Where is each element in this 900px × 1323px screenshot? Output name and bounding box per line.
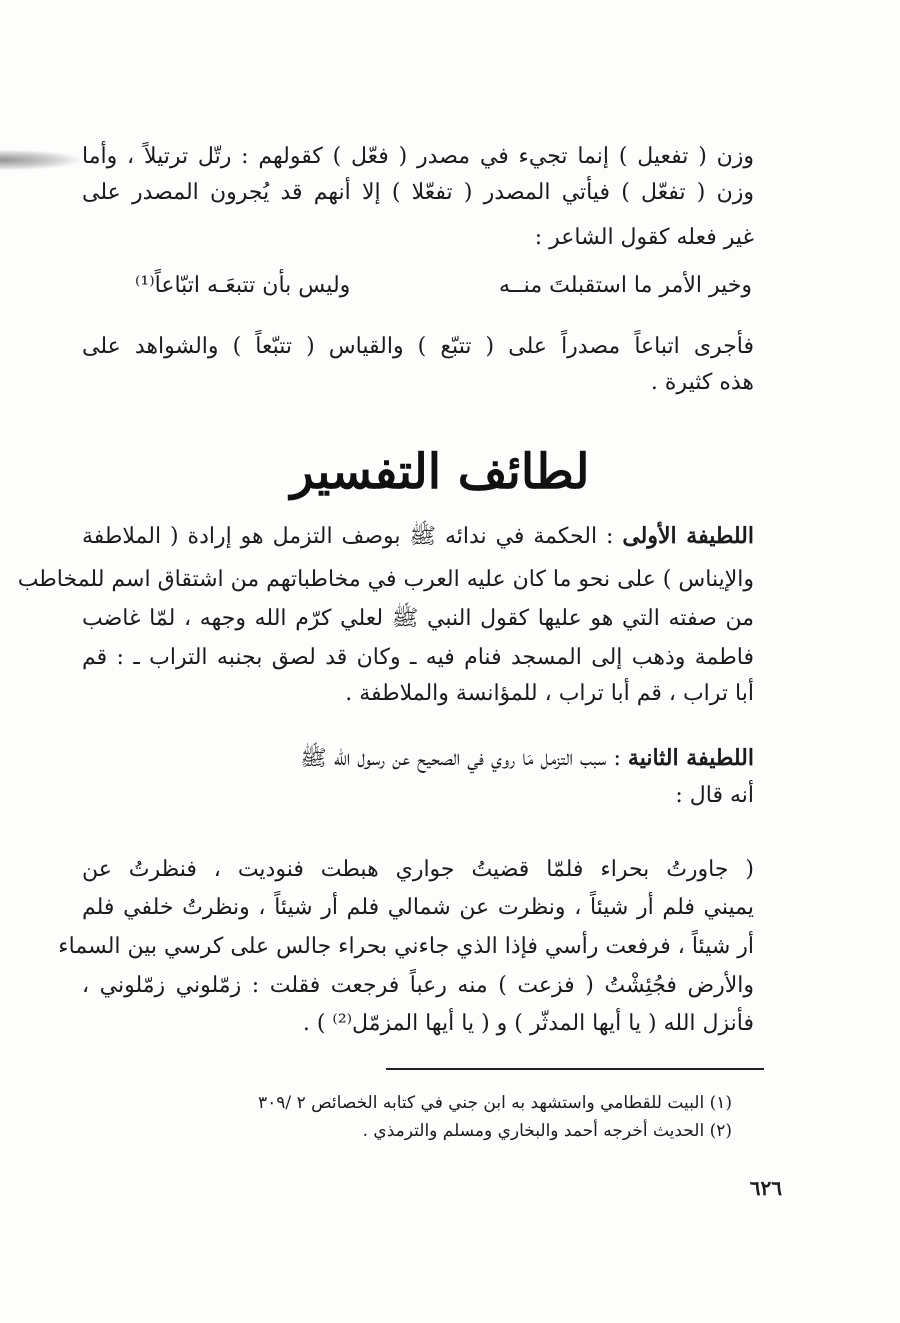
latifa-1-line-3: من صفته التي هو عليها كقول النبي ﷺ لعلي كرّم الله وجهه ، لمّا غاضب [82, 606, 754, 631]
hadith-line-5: فأنزل الله ( يا أيها المدثّر ) و ( يا أيها المزمّل⁽²⁾ ) . [302, 1011, 754, 1036]
latifa-1-line-1-text: : الحكمة في ندائه ﷺ بوصف التزمل هو إرادة ( الملاطفة [82, 524, 623, 549]
latifa-1-line-2: والإيناس ) على نحو ما كان عليه العرب في مخاطباتهم من اشتقاق اسم للمخاطب [17, 567, 754, 592]
hadith-line-2: يميني فلم أر شيئاً ، ونظرت عن شمالي فلم أر شيئاً ، ونظرتُ خلفي فلم [82, 895, 754, 920]
verse-first-hemistich: وخير الأمر ما استقبلتَ منــه [499, 273, 752, 298]
section-heading: لطائف التفسير [290, 444, 590, 500]
latifa-1-line-5: أبا تراب ، قم أبا تراب ، للمؤانسة والملاطفة . [345, 681, 754, 706]
hadith-line-1: ( جاورتُ بحراء فلمّا قضيتُ جواري هبطت فنوديت ، فنظرتُ عن [82, 857, 754, 882]
hadith-line-4: والأرض فجُئِشْتُ ( فزعت ) منه رعباً فرجعت فقلت : زمّلوني زمّلوني ، [82, 973, 754, 998]
scan-smudge [0, 150, 80, 170]
footnote-2: (٢) الحديث أخرجه أحمد والبخاري ومسلم والترمذي . [362, 1121, 732, 1141]
footnote-1: (١) البيت للقطامي واستشهد به ابن جني في كتابه الخصائص ٢ /٣٠٩ [258, 1093, 732, 1113]
latifa-2-lead: اللطيفة الثانية [627, 745, 754, 771]
latifa-2-line-1-text: : سبب التزمل مَا روي في الصحيح عن رسول الله ﷺ [300, 746, 628, 771]
latifa-2-line-1 [300, 744, 754, 773]
text-line-after-verse-1: فأجرى اتباعاً مصدراً على ( تتبّع ) والقياس ( تتبّعاً ) والشواهد على [82, 334, 754, 359]
text-line-after-verse-2: هذه كثيرة . [650, 370, 754, 395]
latifa-1-line-1 [82, 522, 754, 551]
text-line-2: وزن ( تفعّل ) فيأتي المصدر ( تفعّلا ) إلا أنهم قد يُجرون المصدر على [82, 180, 754, 205]
latifa-1-line-4: فاطمة وذهب إلى المسجد فنام فيه ـ وكان قد لصق بجنبه التراب ـ : قم [82, 645, 754, 670]
footnote-separator [386, 1068, 764, 1070]
page-number: ٦٢٦ [749, 1176, 782, 1200]
hadith-line-3: أر شيئاً ، فرفعت رأسي فإذا الذي جاءني بحراء جالس على كرسي بين السماء [58, 934, 754, 959]
latifa-2-line-2: أنه قال : [675, 783, 754, 808]
text-line-3: غير فعله كقول الشاعر : [534, 225, 754, 250]
text-line-1: وزن ( تفعيل ) إنما تجيء في مصدر ( فعّل ) كقولهم : رتّل ترتيلاً ، وأما [82, 144, 754, 169]
verse-second-hemistich: وليس بأن تتبعَـه اتبّاعاً⁽¹⁾ [135, 273, 351, 298]
latifa-1-lead: اللطيفة الأولى [622, 523, 754, 549]
